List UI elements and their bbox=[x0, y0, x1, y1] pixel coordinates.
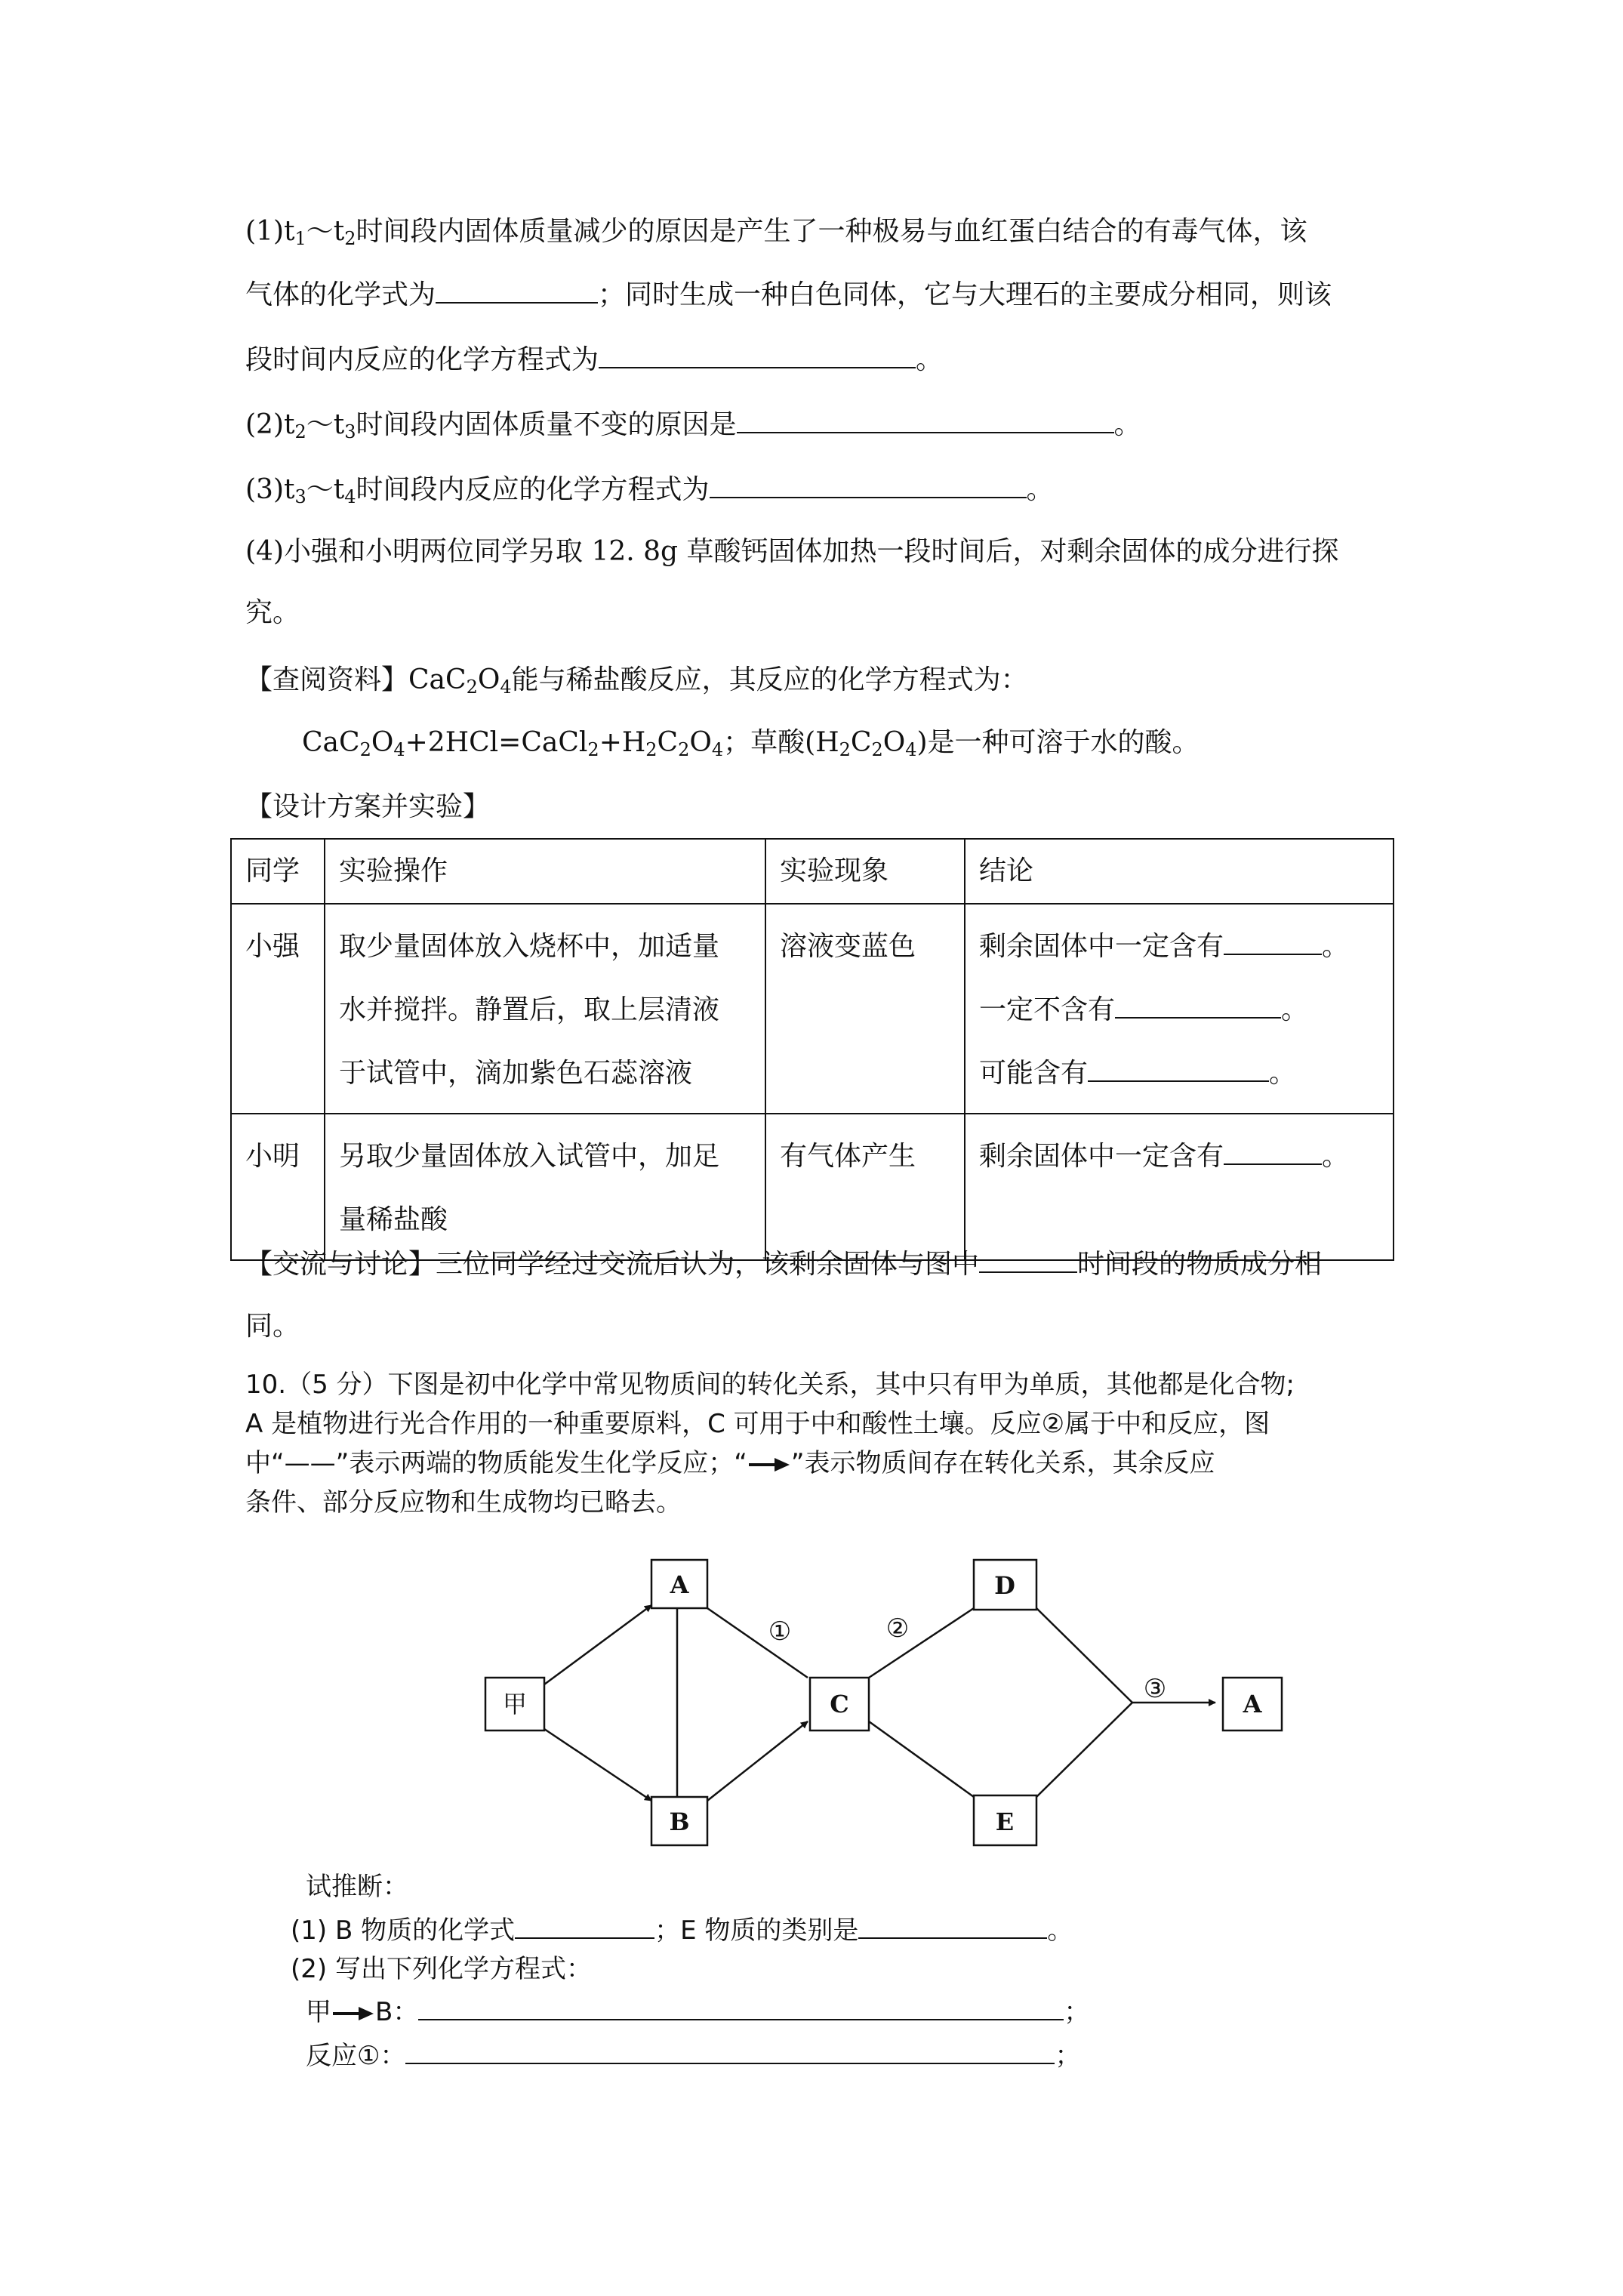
arrow-icon bbox=[331, 2004, 375, 2023]
operation-line: 取少量固体放入烧杯中，加适量 bbox=[339, 931, 720, 962]
answer-blank-B-formula[interactable] bbox=[515, 1910, 654, 1939]
q10-line2: A 是植物进行光合作用的一种重要原料，C 可用于中和酸性土壤。反应②属于中和反应，图 bbox=[245, 1409, 1270, 1439]
node-A-label: A bbox=[670, 1570, 689, 1599]
conclusion-text: 剩余固体中一定含有 bbox=[979, 931, 1224, 962]
header-phenomenon: 实验现象 bbox=[765, 839, 965, 904]
conclusion-text: 一定不含有 bbox=[979, 994, 1116, 1025]
q4-line2: 究。 bbox=[245, 597, 300, 628]
infer-eq1 bbox=[306, 1992, 1457, 2030]
q1-text: ；同时生成一种白色同体，它与大理石的主要成分相同，则该 bbox=[598, 279, 1332, 310]
q2-text: ～t bbox=[306, 409, 345, 440]
design-heading: 【设计方案并实验】 bbox=[245, 791, 491, 822]
node-B-label: B bbox=[669, 1808, 690, 1836]
conclusion-text: 。 bbox=[1269, 1058, 1297, 1089]
q4-line1: (4)小强和小明两位同学另取 12. 8g 草酸钙固体加热一段时间后，对剩余固体的成分进行探 bbox=[245, 536, 1339, 567]
subscript: 4 bbox=[500, 676, 512, 698]
phenomenon-text: 有气体产生 bbox=[780, 1141, 916, 1172]
q1-text: 段时间内反应的化学方程式为 bbox=[245, 344, 599, 375]
eq-text: O bbox=[371, 727, 394, 758]
reaction-3-label: ③ bbox=[1143, 1674, 1167, 1704]
subscript: 2 bbox=[678, 739, 690, 760]
discussion-text: 时间段的物质成分相 bbox=[1077, 1249, 1323, 1280]
student-name: 小明 bbox=[245, 1141, 300, 1172]
phenomenon-text: 溶液变蓝色 bbox=[780, 931, 916, 962]
subscript: 2 bbox=[294, 421, 306, 442]
eq-text: +H bbox=[599, 727, 646, 758]
operation-line: 另取少量固体放入试管中，加足 bbox=[339, 1141, 720, 1172]
infer-text: ； bbox=[1064, 1997, 1090, 2027]
subscript: 2 bbox=[359, 739, 371, 760]
ref-text: O bbox=[477, 664, 500, 695]
subscript: 2 bbox=[466, 676, 478, 698]
operation-line: 水并搅拌。静置后，取上层清液 bbox=[339, 994, 720, 1025]
conclusion-text: 可能含有 bbox=[979, 1058, 1089, 1089]
q10-text: ”表示物质间存在转化关系，其余反应 bbox=[790, 1448, 1215, 1478]
edge-E-join bbox=[1036, 1703, 1132, 1797]
eq-text: C bbox=[850, 727, 872, 758]
eq-text: C bbox=[657, 727, 679, 758]
operation-line: 于试管中，滴加紫色石蕊溶液 bbox=[339, 1058, 693, 1089]
eq-text: ；草酸(H bbox=[723, 727, 839, 758]
q3-text: ～t bbox=[306, 474, 345, 505]
infer-part2: (2) 写出下列化学方程式： bbox=[291, 1954, 592, 1984]
infer-text: 甲 bbox=[306, 1997, 331, 2027]
eq-text: CaC bbox=[302, 727, 360, 758]
infer-text: ；E 物质的类别是 bbox=[654, 1915, 859, 1946]
eq-text: )是一种可溶于水的酸。 bbox=[916, 727, 1200, 758]
node-A2-label: A bbox=[1243, 1690, 1262, 1718]
q2-text: 时间段内固体质量不变的原因是 bbox=[356, 409, 737, 440]
answer-blank-eq-reaction-1[interactable] bbox=[405, 2036, 1055, 2064]
ref-text: 能与稀盐酸反应，其反应的化学方程式为： bbox=[511, 664, 1028, 695]
eq-text: +2HCl=CaCl bbox=[405, 727, 588, 758]
q10-line1: 10.（5 分）下图是初中化学中常见物质间的转化关系，其中只有甲为单质，其他都是化合物; bbox=[245, 1370, 1295, 1400]
edge-jia-to-A bbox=[544, 1605, 651, 1684]
node-C-label: C bbox=[830, 1690, 849, 1718]
infer-part1 bbox=[291, 1910, 1442, 1949]
subscript: 2 bbox=[839, 739, 851, 760]
eq-text: O bbox=[689, 727, 712, 758]
operation-line: 量稀盐酸 bbox=[339, 1204, 448, 1235]
reaction-1-label: ① bbox=[768, 1616, 792, 1647]
eq-text: O bbox=[882, 727, 906, 758]
infer-text: 。 bbox=[1047, 1915, 1073, 1946]
infer-title: 试推断： bbox=[306, 1872, 408, 1902]
q1-text: 时间段内固体质量减少的原因是产生了一种极易与血红蛋白结合的有毒气体，该 bbox=[356, 216, 1307, 247]
q1-text: 气体的化学式为 bbox=[245, 279, 436, 310]
q3-text: (3)t bbox=[245, 474, 295, 505]
header-operation: 实验操作 bbox=[325, 839, 765, 904]
q1-text: (1)t bbox=[245, 216, 295, 247]
conclusion-text: 剩余固体中一定含有 bbox=[979, 1141, 1224, 1172]
subscript: 2 bbox=[587, 739, 599, 760]
subscript: 4 bbox=[393, 739, 405, 760]
conclusion-text: 。 bbox=[1322, 1141, 1350, 1172]
subscript: 3 bbox=[294, 486, 306, 507]
edge-A-C bbox=[707, 1608, 808, 1678]
conclusion-text: 。 bbox=[1322, 931, 1350, 962]
student-name: 小强 bbox=[245, 931, 300, 962]
infer-text: 反应①： bbox=[306, 2041, 406, 2071]
q10-line4: 条件、部分反应物和生成物均已略去。 bbox=[245, 1487, 682, 1518]
edge-D-join bbox=[1036, 1608, 1132, 1703]
q2-text: 。 bbox=[1113, 409, 1141, 440]
header-conclusion: 结论 bbox=[965, 839, 1394, 904]
conclusion-text: 。 bbox=[1281, 994, 1309, 1025]
reaction-2-label: ② bbox=[885, 1613, 910, 1644]
q3-text: 时间段内反应的化学方程式为 bbox=[356, 474, 710, 505]
answer-blank-eq-jia-B[interactable] bbox=[418, 1992, 1064, 2020]
edge-C-D bbox=[869, 1608, 974, 1678]
subscript: 4 bbox=[711, 739, 724, 760]
node-E-label: E bbox=[995, 1808, 1015, 1836]
subscript: 2 bbox=[871, 739, 883, 760]
subscript: 2 bbox=[344, 228, 356, 249]
q2-text: (2)t bbox=[245, 409, 295, 440]
q10-text: 中“——”表示两端的物质能发生化学反应；“ bbox=[245, 1448, 747, 1478]
subscript: 1 bbox=[294, 228, 306, 249]
infer-text: (1) B 物质的化学式 bbox=[291, 1915, 516, 1946]
infer-text: ； bbox=[1055, 2041, 1081, 2071]
ref-text: 【查阅资料】CaC bbox=[245, 664, 467, 695]
subscript: 2 bbox=[645, 739, 658, 760]
q3-text: 。 bbox=[1026, 474, 1054, 505]
edge-C-E bbox=[869, 1721, 974, 1797]
infer-eq2 bbox=[306, 2036, 1457, 2074]
q1-text: 。 bbox=[916, 344, 944, 375]
header-student: 同学 bbox=[231, 839, 325, 904]
discussion-line2: 同。 bbox=[245, 1311, 300, 1342]
edge-B-to-C bbox=[707, 1721, 808, 1801]
edge-jia-to-B bbox=[544, 1729, 651, 1801]
q1-text: ～t bbox=[306, 216, 345, 247]
subscript: 4 bbox=[905, 739, 917, 760]
infer-text: B： bbox=[375, 1997, 419, 2027]
node-D-label: D bbox=[994, 1571, 1015, 1600]
subscript: 3 bbox=[344, 421, 356, 442]
node-jia-label: 甲 bbox=[502, 1690, 528, 1718]
answer-blank-E-category[interactable] bbox=[858, 1910, 1047, 1939]
subscript: 4 bbox=[344, 486, 356, 507]
discussion-text: 【交流与讨论】三位同学经过交流后认为，该剩余固体与图中 bbox=[245, 1249, 980, 1280]
